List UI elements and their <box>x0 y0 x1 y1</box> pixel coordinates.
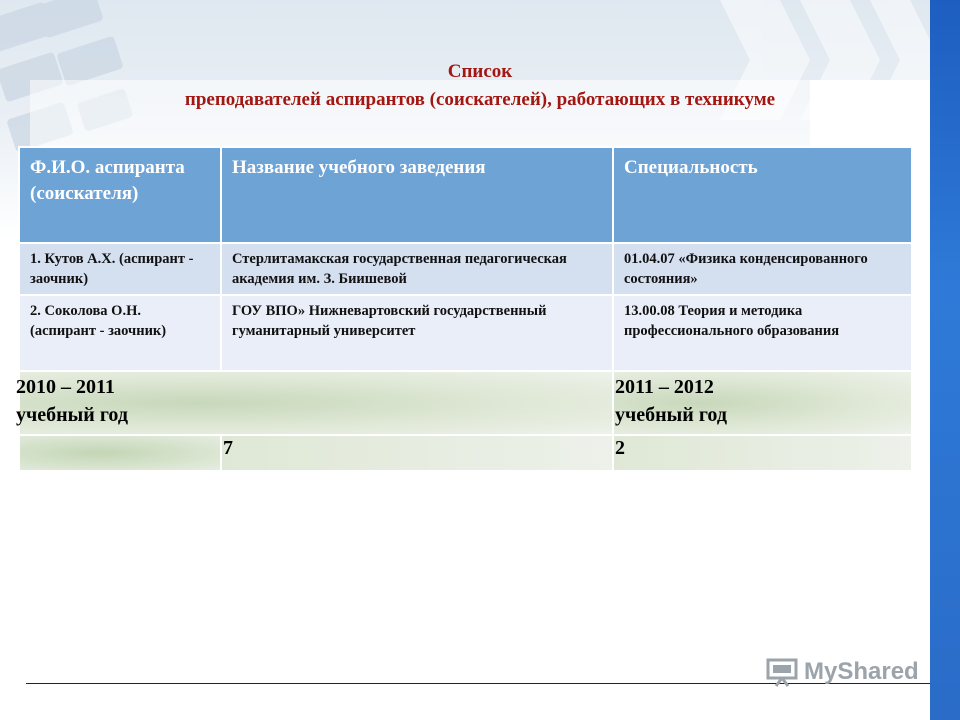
year-label: учебный год <box>615 404 727 426</box>
cell-specialty: 01.04.07 «Физика конденсированного состояния» <box>613 243 912 295</box>
count-cell-2010: 7 <box>221 435 613 471</box>
year-label: учебный год <box>16 404 128 426</box>
presentation-icon <box>766 657 800 687</box>
watermark-text: MyShared <box>804 658 919 685</box>
title-line-1: Список <box>447 61 513 82</box>
title-line-2: преподавателей аспирантов (соискателей), работающих в техникуме <box>184 89 776 110</box>
watermark-logo <box>766 657 919 687</box>
table-row <box>19 243 912 295</box>
slide-title <box>30 58 930 114</box>
year-cell-2010 <box>16 371 613 435</box>
count-cell-empty <box>19 435 221 471</box>
count-cell-2011: 2 <box>613 435 912 471</box>
table-header-row <box>19 147 912 243</box>
year-range: 2010 – 2011 <box>16 376 115 398</box>
table-row <box>19 295 912 371</box>
header-institution: Название учебного заведения <box>221 147 613 243</box>
cell-name: 1. Кутов А.Х. (аспирант - заочник) <box>19 243 221 295</box>
cell-institution: ГОУ ВПО» Нижневартовский государственный гуманитарный университет <box>221 295 613 371</box>
staff-table <box>18 146 913 472</box>
cell-name: 2. Соколова О.Н. (аспирант - заочник) <box>19 295 221 371</box>
header-specialty: Специальность <box>613 147 912 243</box>
cell-specialty: 13.00.08 Теория и методика профессионального образования <box>613 295 912 371</box>
years-row <box>19 371 912 435</box>
header-name: Ф.И.О. аспиранта (соискателя) <box>19 147 221 243</box>
year-range: 2011 – 2012 <box>615 376 714 398</box>
right-accent-bar <box>930 0 960 720</box>
year-cell-2011 <box>613 371 912 435</box>
counts-row <box>19 435 912 471</box>
cell-institution: Стерлитамакская государственная педагогическая академия им. З. Биишевой <box>221 243 613 295</box>
